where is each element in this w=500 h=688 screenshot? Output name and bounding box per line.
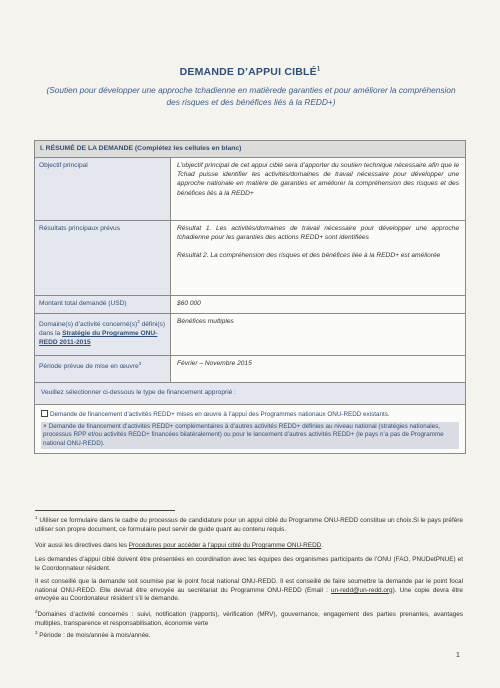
- fn3-mark: 3: [35, 630, 38, 635]
- document-subtitle: (Soutien pour développer une approche tchadienne en matièrede garanties et pour améliorer la compréhension des risques et des bénéfices liés à la REDD+): [46, 85, 456, 107]
- objectif-label: Objectif principal: [35, 158, 171, 220]
- row-domaines: [35, 314, 465, 356]
- footnote-1: [35, 514, 463, 534]
- domaines-label: [35, 314, 171, 355]
- page-number: 1: [456, 652, 460, 659]
- email-link[interactable]: un-redd@un-redd.org: [331, 586, 393, 594]
- fn1-end: .: [321, 542, 324, 549]
- footnote-3: [35, 629, 463, 641]
- periode-label: [35, 356, 171, 382]
- row-montant: [35, 296, 465, 314]
- resultat-1: Résultat 1. Les activités/domaines de travail nécessaire pour développer une approche tchadienne pour les garanties des actions REDD+ sont identifiées: [177, 225, 459, 242]
- checkbox-unchecked-icon[interactable]: [41, 410, 48, 417]
- periode-value[interactable]: Février – Novembre 2015: [177, 360, 252, 367]
- resultat-2: Résultat 2. La compréhension des risques et des bénéfices liée à la REDD+ est améliorée: [177, 252, 441, 260]
- strategie-link[interactable]: Stratégie du Programme ONU-REDD 2011-2015: [39, 330, 158, 347]
- montant-label: Montant total demandé (USD): [35, 296, 171, 313]
- footnote-1-see-also: [35, 542, 463, 551]
- footnote-separator: [35, 510, 175, 511]
- domaines-label-text-2: défini(s) dans la: [39, 321, 166, 338]
- financement-option-1[interactable]: [41, 410, 459, 420]
- montant-value[interactable]: $60 000: [177, 300, 201, 307]
- periode-label-text: Période prévue de mise en œuvre: [39, 363, 139, 371]
- domaines-footnote-mark: 2: [137, 319, 140, 324]
- submission-paragraph: [35, 578, 463, 604]
- option-1-text: Demande de financement d’activités REDD+ mises en œuvre à l’appui des Programmes nationaux ONU-REDD existants.: [50, 411, 390, 418]
- resultats-label: Résultats principaux prévus: [35, 221, 171, 295]
- periode-footnote-mark: 3: [138, 361, 142, 366]
- financement-prompt: Veuillez sélectionner ci-dessous le type de financement approprié :: [35, 383, 465, 405]
- option-2-text: Demande de financement d’activités REDD+ complémentaires à d’autres activités REDD+ définies au niveau national (stratégies nationales, processus RPP et/ou activités REDD+ financées bilatéralement) ou pour le lancement d’autres activités REDD+ (le pays n’a pas de Programme national ONU-REDD).: [43, 422, 444, 447]
- objectif-value[interactable]: L’objectif principal de cet appui ciblé sera d’apporter du soutien technique nécessaire afin que le Tchad puisse identifier les activités/domaines de travail nécessaire pour développer une approche nationale en matière de garanties et améliorer la compréhension des risques et des bénéfices liés à la REDD+: [177, 162, 459, 197]
- domaines-value[interactable]: Bénéfices multiples: [177, 318, 234, 325]
- submission-text-end: ). Une copie devra être envoyée au Coordonateur résident s’il le demande.: [35, 586, 463, 603]
- section-heading: I. RÉSUMÉ DE LA DEMANDE (Complétez les cellules en blanc): [35, 141, 465, 158]
- request-summary-form: [34, 140, 466, 454]
- submission-text: Il est conseillé que la demande soit soumise par le point focal national ONU-REDD. Il est conseillé de faire soumettre la demande par le point focal national ONU-REDD. Elle devrait être envoyée au secrétariat du Programme ONU-REDD (Email :: [35, 578, 463, 594]
- coordination-paragraph: Les demandes d’appui ciblé doivent être présentées en coordination avec les équipes des organismes participants de l’ONU (FAO, PNUDetPNUE) et le Coordonnateur résident.: [35, 556, 463, 572]
- row-periode: [35, 356, 465, 383]
- document-title: [0, 66, 500, 78]
- fn1-text: Utiliser ce formulaire dans le cadre du processus de candidature pour un appui ciblé du Programme ONU-REDD constitue un choix.Si le pays préfère utiliser son propre document, ce formulaire peut servir de guide quant au contenu requis.: [35, 517, 463, 533]
- fn2-text: Domaines d’activité concernés : suivi, notification (rapports), vérification (MRV), gouvernance, engagement des parties prenantes, avantages multiples, transparence et responsabilisation, économie verte: [35, 611, 463, 627]
- title-text: DEMANDE D’APPUI CIBLÉ: [179, 66, 317, 78]
- checkbox-checked-icon[interactable]: ×: [43, 422, 47, 430]
- procedures-link[interactable]: Procédures pour accéder à l’appui ciblé du Programme ONU-REDD: [128, 542, 322, 549]
- title-footnote-mark: 1: [316, 66, 321, 73]
- financement-option-2[interactable]: [41, 422, 459, 450]
- row-objectif: [35, 158, 465, 221]
- fn1-see-text: Voir aussi les directives dans les: [35, 542, 129, 549]
- row-resultats: [35, 221, 465, 296]
- fn2-mark: 2: [35, 609, 38, 614]
- fn1-mark: 1: [35, 515, 38, 520]
- resultats-value[interactable]: [171, 221, 465, 295]
- financement-options: [35, 405, 465, 453]
- fn3-text: Période : de mois/année à mois/année.: [37, 632, 151, 640]
- domaines-label-text: Domaine(s) d’activité concerné(s): [39, 321, 138, 329]
- footnote-2: [35, 608, 463, 628]
